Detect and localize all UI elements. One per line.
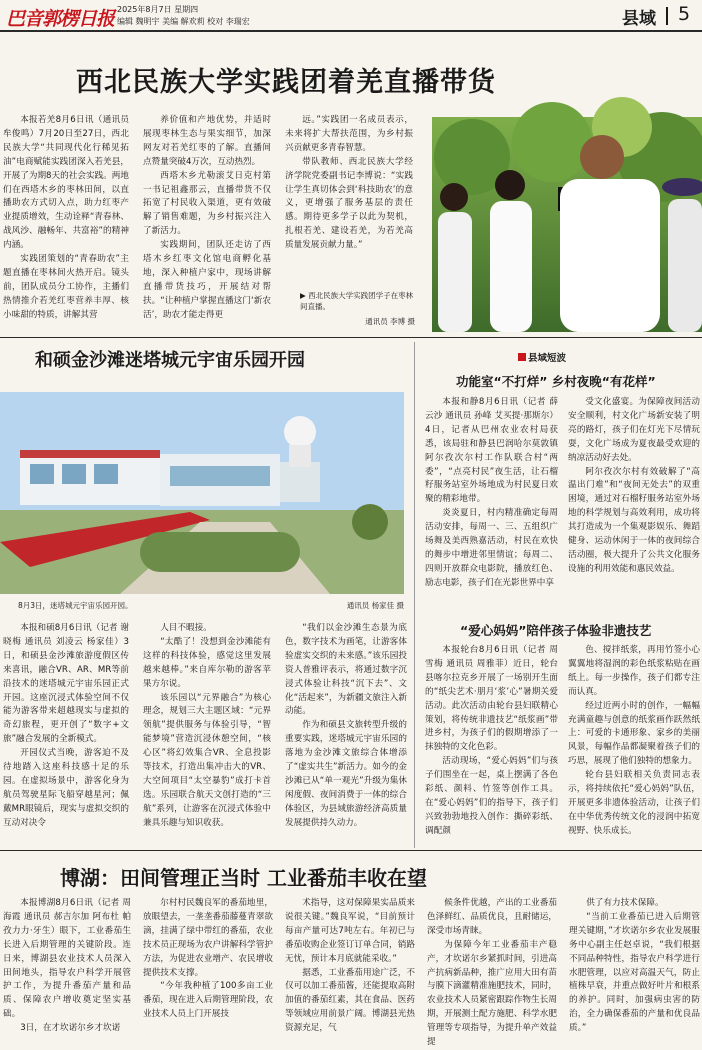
story5-column-3	[285, 897, 415, 1034]
editors-line: 编辑 魏明宇 美编 解欢莉 校对 李瑞宏	[117, 17, 250, 26]
story1-byline: 通讯员 李博 摄	[365, 317, 415, 326]
date-line: 2025年8月7日 星期四	[117, 5, 199, 14]
paragraph: 供了有力技术保障。	[586, 898, 664, 908]
page-number: 5	[678, 3, 691, 25]
story2-column-2	[143, 622, 271, 846]
paragraph: 作为和硕县文旅转型升级的重要实践，迷塔城元宇宙乐园的落地为金沙滩文旅综合体增添了“虚实共生”新活力。如今的金沙滩已从“单一观光”升级为集休闲度假、夜间消费于一体的综合体验区，为县域旅游经济高质量发展提供持久动力。	[285, 720, 407, 828]
paragraph: 远。”实践团一名成员表示，未来将扩大帮扶范围，为乡村振兴贡献更多青春智慧。	[285, 115, 413, 153]
brief-label: 县域短波	[518, 350, 566, 364]
paragraph: 本报若羌8月6日讯（通讯员 牟俊鸣）7月20日至27日，西北民族大学“共同现代化行稀见拓油”电商赋能实践团深入若羌县，开展了为期8天的社会实践。两地们在西塔木乡的枣林田间，以直播助农方式切入点，助力红枣产业提质增效，生动诠释“青春林、战风沙、融畅年、共富裕”的精神内涵。	[3, 115, 129, 251]
story3-column-2	[568, 396, 700, 610]
paragraph: 色、搅拌纸浆，再用竹签小心翼翼地将湿润的彩色纸浆粘贴在画纸上。每一步操作，孩子们都专注而认真。	[568, 645, 700, 697]
story1-column-3	[285, 114, 413, 286]
triangle-icon: ▶	[300, 291, 309, 300]
paragraph: 西塔木乡尤勒滚艾日克村第一书记祖鑫那云，直播带货不仅拓宽了村民收入渠道，更有效破解了销售难题，为乡村振兴注入了新活力。	[143, 170, 271, 237]
paragraph: 术指导，这对保障果实品质来说很关键。”魏良军说，“目前预计每亩产量可达7吨左右。年初已与番茄收购企业签订订单合同，销路无忧，预计本月底就能采收。”	[285, 898, 415, 964]
story5-column-5	[569, 897, 700, 1034]
paragraph: 人目不暇接。	[160, 623, 212, 633]
paragraph: 经过近两小时的创作，一幅幅充满童趣与创意的纸浆画作跃然纸上：可爱的卡通形象、家乡的美丽风景，每幅作品都凝聚着孩子们的巧思，展现了他们独特的想象力。	[568, 700, 700, 767]
story2-photo-caption: 8月3日，迷塔城元宇宙乐园开园。	[18, 601, 133, 610]
story2-photo-byline: 通讯员 杨家佳 摄	[346, 601, 404, 610]
paragraph: “太酷了！没想到金沙滩能有这样的科技体验，感觉这里发展越来越棒。”来自库尔勒的游客苹果方尔说。	[143, 636, 271, 689]
paragraph: 本报和硕8月6日讯（记者 谢晓梅 通讯员 刘凌云 杨家佳）3日，和硕县金沙滩旅游度假区传来喜讯，融合VR、AR、MR等前沿技术的迷塔城元宇宙乐园正式开园。这座沉浸式体验空间不仅能为游客带来超越现实与虚拟的奇幻旅程，更开创了“数字+文旅”融合发展的全新模式。	[3, 623, 129, 745]
paragraph: “我们以金沙滩生态景为底色，数字技术为画笔，让游客体验虚实交织的未来感。”该乐园投资人普雅评表示，将通过数字沉浸式体验让科技“沉下去”、文化“活起来”，为新疆文旅注入新动能。	[285, 623, 407, 717]
paragraph: 活动现场，“爱心妈妈”们与孩子们围坐在一起，桌上摆满了各色彩纸、颜料、竹签等创作工具。在“爱心妈妈”们的指导下，孩子们兴致勃勃地投入创作：撕碎彩纸、调配颜	[425, 756, 558, 836]
paragraph: “当前工业番茄已进入后期管理关键期，”才坎诺尔乡农业发展服务中心副主任赵卓说，“我们根据不同品种特性，指导农户科学进行水肥管理，以应对高温天气，防止植株早衰，并重点做好叶片和根系的养护。同时，加强病虫害的防治，全力确保番茄的产量和优良品质。”	[569, 911, 700, 1034]
paragraph: 开园仪式当晚，游客迫不及待地踏入这座科技感十足的乐园。在虚拟场景中，游客化身为航员驾驶星际飞船穿越星河；佩戴MR眼镜后，现实与虚拟交织的互动对决令	[3, 748, 129, 828]
paragraph: 阿尔孜次尔村有效破解了“高温出门难”和“夜间无处去”的双重困境，通过对石榴籽服务站室外场地的科学规划与高效利用，成功将其打造成为一个集观影娱乐、舞蹈健身、运动休闲于一体的夜间综合活动圈，极大提升了公共文化服务设施的利用效能和惠民效益。	[568, 466, 700, 574]
section-name: 县域	[622, 9, 656, 29]
newspaper-title: 巴音郭楞日报	[6, 8, 115, 30]
story5-column-2	[143, 897, 273, 1024]
paragraph: 养价值和产地优势，并适时展现枣林生态与果实细节，加深网友对若羌红枣的了解。直播间点赞量突破4万次，互动热烈。	[143, 115, 271, 167]
masthead-rule	[0, 30, 702, 32]
story4-column-1	[425, 644, 558, 846]
paragraph: 轮台县妇联相关负责同志表示，将持续依托“爱心妈妈”队伍，开展更多非遗体验活动，让孩子们在中华优秀传统文化的浸润中拓宽视野、快乐成长。	[568, 770, 700, 836]
story5-headline: 博湖：田间管理正当时 工业番茄丰收在望	[60, 866, 427, 890]
paragraph: “今年我种植了100多亩工业番茄，现在进入后期管理阶段，农业技术人员上门开展技	[143, 981, 273, 1020]
paragraph: 本报和静8月6日讯（记者 薛云沙 通讯员 孙峰 艾买提·那斯尔）4日，记者从巴州农业农村局获悉，该局驻和静县巴润哈尔莫敦镇阿尔孜次尔村工作队联合村“两委”，“点亮村民”夜生活，让石榴籽服务站室外场地成为村民夏日欢聚的精彩地带。	[425, 397, 558, 505]
story1-column-2	[143, 114, 271, 332]
paragraph: 据悉，工业番茄用途广泛，不仅可以加工番茄酱，还能提取高附加值的番茄红素，其在食品、医药等领域应用前景广阔。博湖县光热资源充足，气	[285, 967, 415, 1034]
paragraph: 本报轮台8月6日讯（记者 周雪梅 通讯员 周雅菲）近日，轮台县喀尔拉克乡开展了一场别开生面的“纸尖艺术·朋月‘浆’心”暑期关爱活动。此次活动由轮台县妇联精心策划，将传统非遗技艺“纸浆画”带进乡村，为孩子们的假期增添了一抹独特的文化色彩。	[425, 645, 558, 753]
paragraph: 实践团策划的“青春助农”主题直播在枣林间火热开启。镜头前，团队成员分工协作，主播们热情推介若羌红枣营养丰厚、核小味甜的特质，讲解其营	[3, 254, 129, 320]
red-square-icon	[518, 353, 526, 361]
story2-photo	[0, 392, 404, 594]
paragraph: 本报博湖8月6日讯（记者 周海霞 通讯员 郝吉尔加 阿布杜 帕孜力力·牙生）眼下，工业番茄生长进入后期管理的关键阶段。连日来，博湖县农业技术人员深入田间地头，指导农户科学开展管护工作，为提升番茄产量和品质、保障农户增收奠定坚实基础。	[3, 898, 131, 1020]
right-column-divider	[414, 342, 415, 848]
paragraph: 该乐园以“元界融合”为核心理念，规划三大主题区域：“元界领航”提供服务与体验引导，“智能梦境”营造沉浸休憩空间，“核心区”将幻效集合VR、全息投影等技术，打造出集冲击大的VR、大空间项目“太空暴豹”成打卡首选。乐园联合航天文创打造的“三航”系列，让游客在沉浸式体验中兼具乐趣与知识收获。	[143, 692, 271, 828]
paragraph: 尔村村民魏良军的番茄地里，放眼望去，一垄垄番茄藤蔓青翠欲滴，挂满了绿中带红的番茄，农业技术员正现场为农户讲解科学管护方法，为促进农业增产、农民增收提供技术支撑。	[143, 898, 273, 978]
story1-headline: 西北民族大学实践团着羌直播带货	[76, 67, 496, 98]
paragraph: 炎炎夏日，村内精准确定每周活动安排，每周一、三、五组织广场舞及美西熟嘉活动，村民在欢快的舞步中增进邻里情谊；每周二、四则开放群众电影院，播放红色、励志电影，孩子们在光影世界中享	[425, 508, 558, 588]
story5-column-1	[3, 897, 131, 1034]
paragraph: 带队教师、西北民族大学经济学院党委副书记李博说：“实践让学生真切体会到‘科技助农’的意义，更增强了服务基层的责任感。期待更多学子以此为契机，扎根若羌、建设若羌，为若羌高质量发展贡献力量。”	[285, 156, 413, 251]
story3-column-1	[425, 396, 558, 610]
story2-headline: 和硕金沙滩迷塔城元宇宙乐园开园	[35, 350, 305, 371]
story2-column-1	[3, 622, 129, 846]
section-divider	[666, 7, 668, 25]
paragraph: 实践期间，团队还走访了西塔木乡红枣文化馆电商孵化基地，深入种植户家中，现场讲解直播带货技巧，开展结对帮扶。“让种植户掌握直播这门‘新农活’，助农才能走得更	[143, 240, 271, 320]
story1-photo	[432, 117, 702, 332]
story4-column-2	[568, 644, 700, 846]
paragraph: 受文化盛宴。为保障夜间活动安全顺利，村文化广场新安装了明亮的路灯，孩子们在灯光下尽情玩耍，文化广场成为夏夜最受欢迎的纳凉活动好去处。	[568, 397, 700, 463]
story2-column-3	[285, 622, 407, 846]
story5-top-rule	[0, 850, 702, 851]
story4-headline: “爱心妈妈”陪伴孩子体验非遗技艺	[460, 623, 652, 638]
story5-column-4	[427, 897, 557, 1048]
story3-headline: 功能室“不打烊” 乡村夜晚“有花样”	[456, 374, 656, 389]
paragraph: 候条件优越，产出的工业番茄色泽鲜红、品质优良，且耐储运，深受市场青睐。	[427, 898, 557, 936]
story1-bottom-rule	[0, 337, 702, 338]
paragraph: 为保障今年工业番茄丰产稳产，才坎诺尔乡紧抓时间，引进高产抗病新品种，推广应用大田有苗与膜下滴灌精准施肥技术，同时，农业技术人员紧密跟踪作物生长周期，开展测土配方施肥、科学水肥管理等专项指导，为提升单产效益提	[427, 939, 557, 1048]
story1-column-1	[3, 114, 129, 332]
story1-caption: ▶ 西北民族大学实践团学子在枣林间直播。	[300, 291, 414, 311]
paragraph: 3日，在才坎诺尔乡才坎诺	[20, 1023, 121, 1034]
